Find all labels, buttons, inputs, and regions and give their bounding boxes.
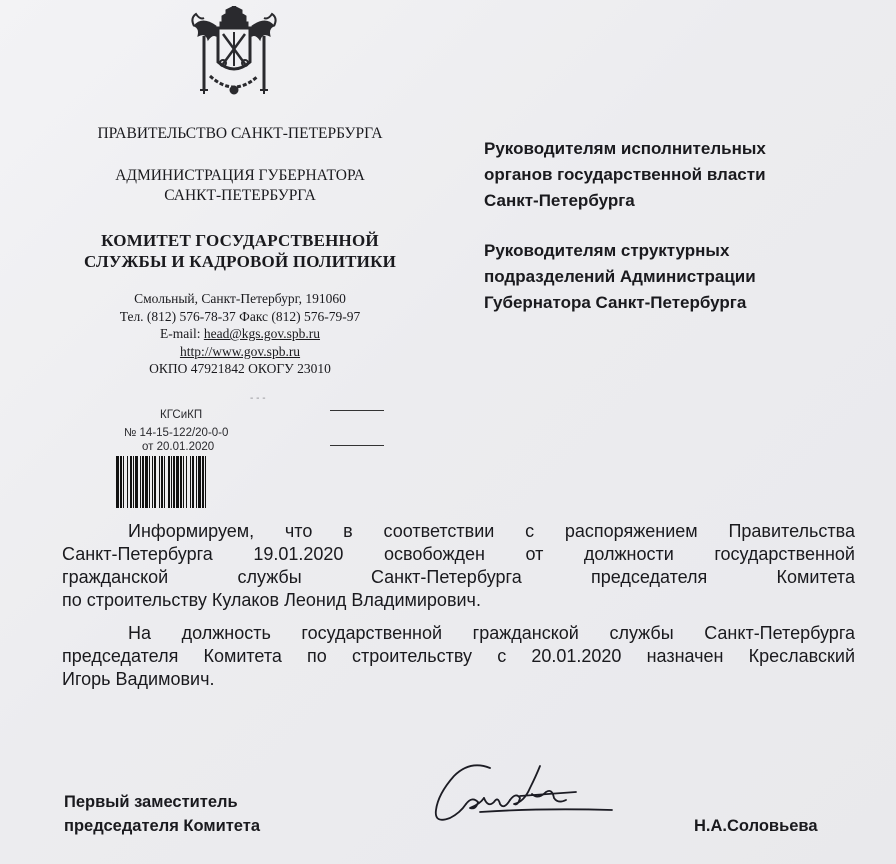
barcode-bar [173,456,175,508]
signatory-position-line2: председателя Комитета [64,817,261,835]
registration-barcode [116,456,252,508]
coat-of-arms-emblem [190,6,278,98]
barcode-bar [176,456,179,508]
barcode-bar [205,456,206,508]
signatory-position-line1: Первый заместитель [64,793,238,811]
barcode-bar [196,456,197,508]
barcode-bar [192,456,194,508]
faded-mark: - - - [250,393,266,404]
barcode-bar [154,456,156,508]
barcode-bar [133,456,134,508]
barcode-bar [127,456,128,508]
letter-body [62,520,855,691]
phone-fax-line: Тел. (812) 576-78-37 Факс (812) 576-79-97 [119,308,361,324]
barcode-bar [164,456,165,508]
barcode-bar [159,456,160,508]
registration-date: от 20.01.2020 [142,441,215,453]
barcode-bar [116,456,119,508]
paragraph-2-line-2: председателя Комитета по строительству с 20.01.2020 назначен Креславский [62,646,855,666]
addressee-2-line3: Губернатора Санкт-Петербурга [484,293,747,312]
addressee-1-line1: Руководителям исполнительных [484,139,766,158]
blank-line-1 [330,410,384,411]
barcode-bar [183,456,184,508]
paragraph-2-line-3: Игорь Вадимович. [62,669,215,689]
paragraph-1-line-4: по строительству Кулаков Леонид Владимирович. [62,590,481,610]
barcode-bar [135,456,138,508]
barcode-bar [180,456,182,508]
barcode-bar [123,456,124,508]
address-line: Смольный, Санкт-Петербург, 191060 [134,291,346,306]
barcode-bar [120,456,122,508]
registration-org: КГСиКП [160,409,203,421]
administration-title-line2: САНКТ-ПЕТЕРБУРГА [164,187,316,204]
signatory-name: Н.А.Соловьева [694,817,818,835]
addressee-1-line2: органов государственной власти [484,165,766,184]
barcode-bar [171,456,172,508]
barcode-bar [140,456,141,508]
addressee-1-line3: Санкт-Петербурга [484,191,635,210]
barcode-bar [198,456,201,508]
barcode-bar [145,456,148,508]
administration-title-line1: АДМИНИСТРАЦИЯ ГУБЕРНАТОРА [115,167,365,184]
committee-title-line2: СЛУЖБЫ И КАДРОВОЙ ПОЛИТИКИ [83,252,397,271]
barcode-bar [168,456,170,508]
barcode-bar [190,456,191,508]
blank-line-2 [330,445,384,446]
barcode-bar [202,456,204,508]
barcode-bar [152,456,153,508]
paragraph-1-line-3: гражданской службы Санкт-Петербурга председателя Комитета [62,567,855,587]
paragraph-1-line-2: Санкт-Петербурга 19.01.2020 освобожден от должности государственной [62,544,855,564]
paragraph-1-line-1: Информируем, что в соответствии с распоряжением Правительства [128,521,855,541]
registration-number: № 14-15-122/20-0-0 [124,427,229,439]
website-link[interactable]: http://www.gov.spb.ru [179,343,301,359]
handwritten-signature [420,758,620,832]
paragraph-2-line-1: На должность государственной гражданской службы Санкт-Петербурга [128,623,855,643]
addressee-2-line1: Руководителям структурных [484,241,730,260]
okpo-okogu-codes: ОКПО 47921842 ОКОГУ 23010 [149,361,331,376]
barcode-bar [142,456,144,508]
committee-title-line1: КОМИТЕТ ГОСУДАРСТВЕННОЙ [101,231,379,250]
government-title: ПРАВИТЕЛЬСТВО САНКТ-ПЕТЕРБУРГА [97,125,383,142]
email-line: E-mail: head@kgs.gov.spb.ru [159,326,321,341]
addressee-2-line2: подразделений Администрации [484,267,756,286]
barcode-bar [149,456,150,508]
barcode-bar [161,456,163,508]
contact-block [40,290,440,378]
barcode-bar [186,456,187,508]
email-link[interactable]: head@kgs.gov.spb.ru [203,326,321,341]
barcode-bar [130,456,132,508]
